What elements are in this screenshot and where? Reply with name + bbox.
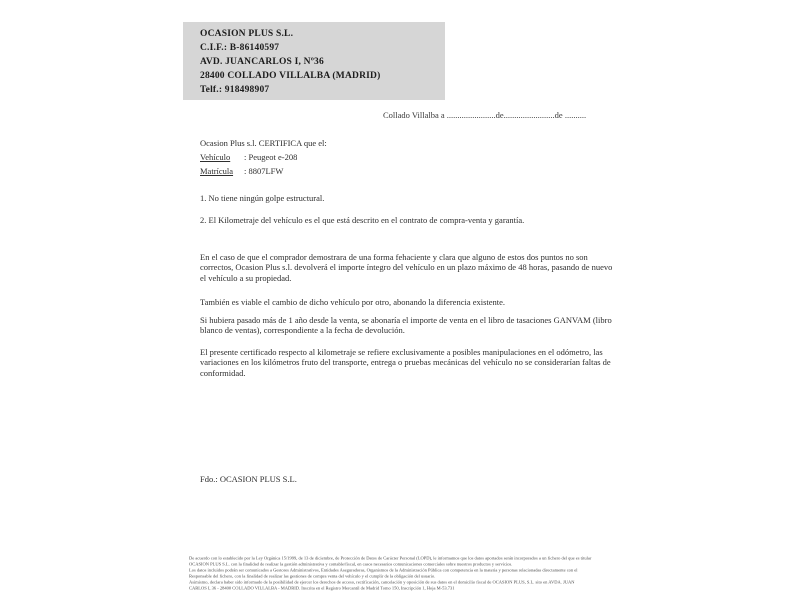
company-cif: C.I.F.: B-86140597 — [200, 43, 280, 53]
paragraph-ganvam-valuation: Si hubiera pasado más de 1 año desde la venta, se abonaría el importe de venta en el libro de tasaciones GANVAM (libro blanco de ventas), correspondiente a la fecha de devolución. — [200, 315, 612, 336]
letterhead-box — [183, 22, 445, 100]
fineprint-line: Los datos incluidos podrán ser comunicados a Gestores Administrativos, Entidades Aseguradoras, Organismos de la Administración Pública con competencia en la materia y personas relacionadas directamente con el — [189, 567, 578, 573]
fineprint-line: De acuerdo con lo establecido por la Ley Orgánica 15/1999, de 13 de diciembre, de Protección de Datos de Carácter Personal (LOPD), le informamos que los datos aportados serán incorporados a un fichero del que es titular — [189, 555, 592, 561]
vehicle-value: : Peugeot e-208 — [244, 152, 298, 162]
paragraph-odometer-disclaimer: El presente certificado respecto al kilometraje se refiere exclusivamente a posibles manipulaciones en el odómetro, las variaciones en los kilómetros fruto del transporte, entrega o pruebas mecánicas del vehículo no se considerarían faltas de conformidad. — [200, 347, 611, 378]
certify-block — [200, 136, 327, 178]
company-address: AVD. JUANCARLOS I, Nº36 — [200, 57, 324, 67]
date-line: Collado Villalba a .......................de........................de .......... — [383, 110, 587, 120]
company-name: OCASION PLUS S.L. — [200, 29, 294, 39]
vehicle-row — [200, 150, 327, 164]
paragraph-refund-terms: En el caso de que el comprador demostrara de una forma fehaciente y clara que alguno de estos dos puntos no son correctos, Ocasion Plus s.l. devolverá el importe íntegro del vehículo en un plazo máximo de 48 horas, pasando de nuevo el vehículo a su propiedad. — [200, 252, 613, 283]
company-phone: Telf.: 918498907 — [200, 85, 270, 95]
plate-row — [200, 164, 327, 178]
fineprint-line: OCASION PLUS S.L. con la finalidad de realizar la gestión administrativa y contable/fiscal, en casos necesarios comunicaciones comerciales sobre nuestros productos y servicios. — [189, 561, 513, 567]
vehicle-label: Vehículo — [200, 152, 231, 162]
point-1: 1. No tiene ningún golpe estructural. — [200, 193, 325, 203]
fineprint-line: CARLOS I, 36 - 28400 COLLADO VILLALBA - MADRID. Inscrita en el Registro Mercantil de Madrid Tomo 150, Inscripción 1, Hoja M-53.731 — [189, 585, 455, 591]
fineprint-line: Responsable del fichero, con la finalidad de realizar las gestiones de compra venta del vehículo y el cumplir de la obligación del usuario. — [189, 573, 436, 579]
plate-label: Matrícula — [200, 166, 234, 176]
signature-line: Fdo.: OCASION PLUS S.L. — [200, 474, 297, 484]
point-2: 2. El Kilometraje del vehículo es el que está descrito en el contrato de compra-venta y garantía. — [200, 215, 525, 225]
plate-value: : 8807LFW — [244, 166, 284, 176]
paragraph-vehicle-exchange: También es viable el cambio de dicho vehículo por otro, abonando la diferencia existente. — [200, 297, 506, 307]
fineprint-line: Asimismo, declara haber sido informado de la posibilidad de ejercer los derechos de acceso, rectificación, cancelación y oposición de sus datos en el domicilio fiscal de OCASION PLUS, S.L. sito en AVDA. JUAN — [189, 579, 575, 585]
legal-fineprint — [189, 555, 615, 591]
company-city: 28400 COLLADO VILLALBA (MADRID) — [200, 71, 381, 81]
certify-intro: Ocasion Plus s.l. CERTIFICA que el: — [200, 138, 327, 148]
